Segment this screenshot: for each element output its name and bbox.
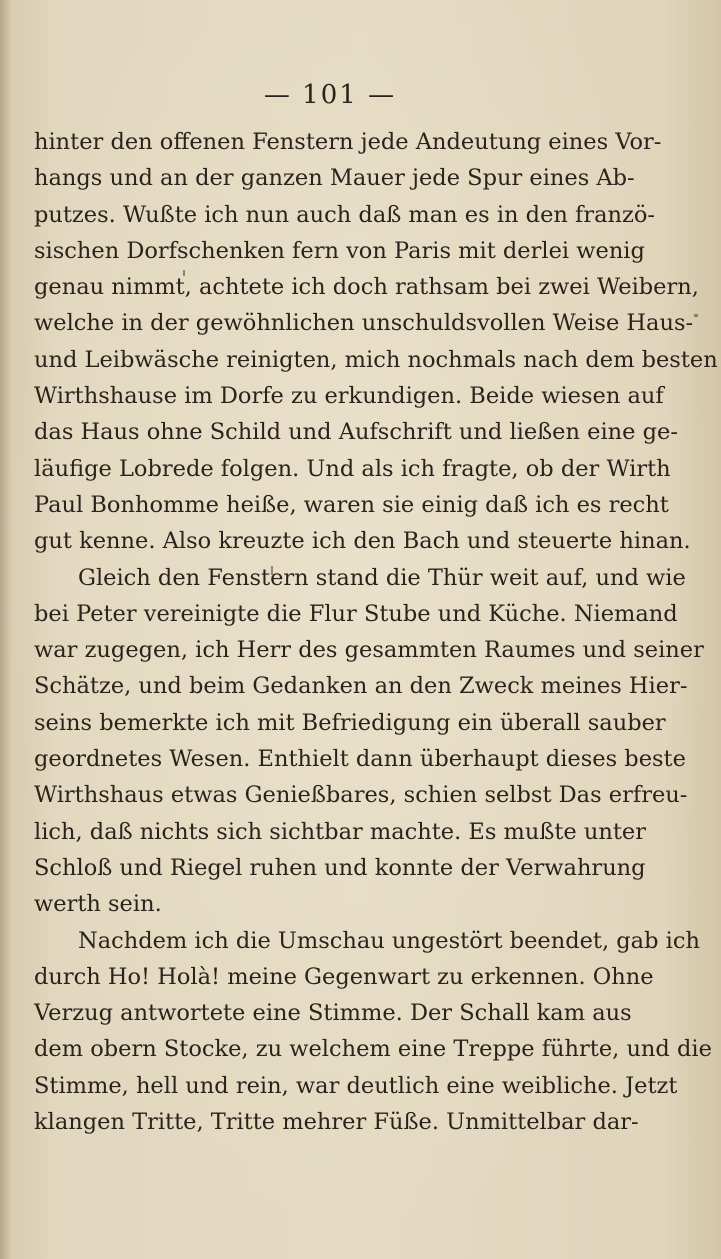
text-line: durch Ho! Holà! meine Gegenwart zu erkennen. Ohne <box>34 963 654 990</box>
body-text <box>34 124 718 1140</box>
text-line: lich, daß nichts sich sichtbar machte. Es mußte unter <box>34 818 646 845</box>
text-line: Verzug antwortete eine Stimme. Der Schall kam aus <box>34 1000 632 1027</box>
paper-speck <box>694 314 698 317</box>
text-line: werth sein. <box>34 891 162 918</box>
text-line: Wirthshaus etwas Genießbares, schien selbst Das erfreu- <box>34 782 688 809</box>
page-edge-shadow <box>0 0 12 1259</box>
text-line: genau nimmt, achtete ich doch rathsam bei zwei Weibern, <box>34 274 699 301</box>
text-line: geordnetes Wesen. Enthielt dann überhaupt dieses beste <box>34 746 686 773</box>
text-line: Paul Bonhomme heiße, waren sie einig daß ich es recht <box>34 491 669 518</box>
text-line: war zugegen, ich Herr des gesammten Raumes und seiner <box>34 637 704 664</box>
text-line: läufige Lobrede folgen. Und als ich fragte, ob der Wirth <box>34 455 671 482</box>
text-line: putzes. Wußte ich nun auch daß man es in den franzö- <box>34 201 656 228</box>
text-line: bei Peter vereinigte die Flur Stube und Küche. Niemand <box>34 600 678 627</box>
text-line: Nachdem ich die Umschau ungestört beendet, gab ich <box>78 927 700 954</box>
text-line: das Haus ohne Schild und Aufschrift und ließen eine ge- <box>34 419 678 446</box>
text-line: Stimme, hell und rein, war deutlich eine weibliche. Jetzt <box>34 1072 678 1099</box>
text-line: Gleich den Fenstern stand die Thür weit auf, und wie <box>78 564 686 591</box>
text-line: hinter den offenen Fenstern jede Andeutung eines Vor- <box>34 129 662 155</box>
text-line: Schloß und Riegel ruhen und konnte der Verwahrung <box>34 854 646 881</box>
text-line: sischen Dorfschenken fern von Paris mit derlei wenig <box>34 237 645 264</box>
text-line: hangs und an der ganzen Mauer jede Spur eines Ab- <box>34 165 635 192</box>
text-line: welche in der gewöhnlichen unschuldsvollen Weise Haus- <box>34 310 694 337</box>
text-line: klangen Tritte, Tritte mehrer Füße. Unmittelbar dar- <box>34 1109 639 1136</box>
text-line: dem obern Stocke, zu welchem eine Treppe führte, und die <box>34 1036 712 1063</box>
text-line: und Leibwäsche reinigten, mich nochmals nach dem besten <box>34 346 718 373</box>
text-line: seins bemerkte ich mit Befriedigung ein überall sauber <box>34 709 666 736</box>
text-line: Wirthshause im Dorfe zu erkundigen. Beide wiesen auf <box>34 383 664 410</box>
text-line: gut kenne. Also kreuzte ich den Bach und steuerte hinan. <box>34 528 691 555</box>
text-line: Schätze, und beim Gedanken an den Zweck meines Hier- <box>34 673 688 700</box>
page-number: — 101 — <box>263 80 397 110</box>
